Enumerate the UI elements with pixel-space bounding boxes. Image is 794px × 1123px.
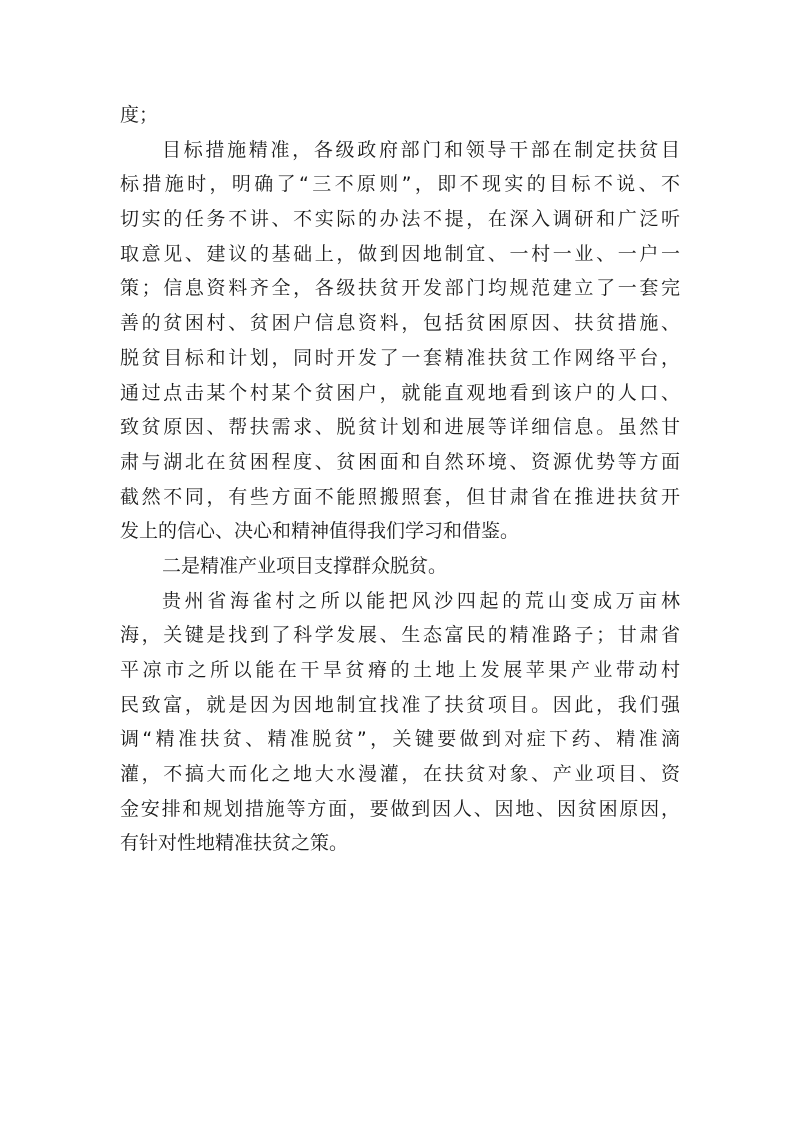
document-body bbox=[120, 98, 680, 861]
text-line: 截然不同，有些方面不能照搬照套，但甘肃省在推进扶贫开 bbox=[120, 485, 680, 508]
text-line: 调“精准扶贫、精准脱贫”，关键要做到对症下药、精准滴 bbox=[120, 728, 680, 751]
text-line: 发上的信心、决心和精神值得我们学习和借鉴。 bbox=[120, 520, 520, 543]
text-line: 标措施时，明确了“三不原则”，即不现实的目标不说、不 bbox=[120, 173, 680, 196]
text-line: 民致富，就是因为因地制宜找准了扶贫项目。因此，我们强 bbox=[120, 693, 680, 716]
text-line: 策；信息资料齐全，各级扶贫开发部门均规范建立了一套完 bbox=[120, 277, 680, 300]
text-line: 目标措施精准，各级政府部门和领导干部在制定扶贫目 bbox=[162, 138, 680, 161]
text-line: 脱贫目标和计划，同时开发了一套精准扶贫工作网络平台， bbox=[120, 346, 680, 369]
text-line: 灌，不搞大而化之地大水漫灌，在扶贫对象、产业项目、资 bbox=[120, 763, 680, 786]
text-line: 平凉市之所以能在干旱贫瘠的土地上发展苹果产业带动村 bbox=[120, 659, 680, 681]
text-line: 度； bbox=[120, 104, 159, 126]
text-line: 贵州省海雀村之所以能把风沙四起的荒山变成万亩林 bbox=[162, 589, 680, 612]
text-line: 有针对性地精准扶贫之策。 bbox=[120, 832, 349, 855]
text-line: 致贫原因、帮扶需求、脱贫计划和进展等详细信息。虽然甘 bbox=[120, 416, 680, 439]
text-line: 通过点击某个村某个贫困户，就能直观地看到该户的人口、 bbox=[120, 381, 680, 404]
section-heading: 二是精准产业项目支撑群众脱贫。 bbox=[162, 554, 448, 577]
text-line: 切实的任务不讲、不实际的办法不提，在深入调研和广泛听 bbox=[120, 208, 680, 231]
text-line: 海，关键是找到了科学发展、生态富民的精准路子；甘肃省 bbox=[120, 624, 680, 647]
text-line: 善的贫困村、贫困户信息资料，包括贫困原因、扶贫措施、 bbox=[120, 312, 680, 335]
text-line: 肃与湖北在贫困程度、贫困面和自然环境、资源优势等方面 bbox=[120, 450, 680, 473]
text-line: 金安排和规划措施等方面，要做到因人、因地、因贫困原因， bbox=[120, 797, 680, 820]
text-line: 取意见、建议的基础上，做到因地制宜、一村一业、一户一 bbox=[120, 242, 680, 265]
